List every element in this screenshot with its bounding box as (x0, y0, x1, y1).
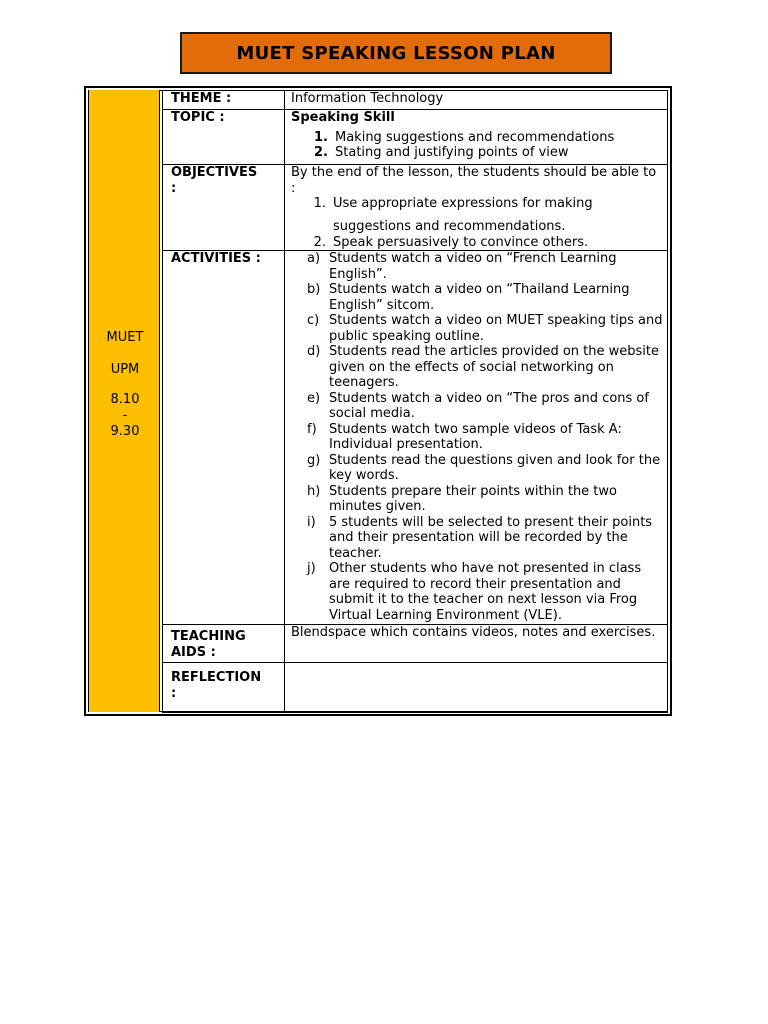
list-letter: b) (307, 282, 321, 297)
list-item (291, 453, 663, 484)
list-number (291, 219, 333, 235)
reflection-value (285, 663, 668, 713)
theme-label: THEME : (163, 91, 285, 110)
activities-row (163, 251, 668, 625)
list-item (291, 561, 663, 623)
teaching-aids-label (163, 625, 285, 663)
list-text: 5 students will be selected to present their points and their presentation will be recorded by the teacher. (329, 514, 653, 561)
activities-cell (285, 251, 668, 625)
list-text: Students read the articles provided on the website given on the effects of social networking on teenagers. (329, 344, 659, 390)
list-text: Students watch a video on MUET speaking tips and public speaking outline. (329, 313, 663, 344)
topic-label: TOPIC : (163, 110, 285, 165)
topic-cell (285, 110, 668, 165)
topic-row (163, 110, 668, 165)
list-number: 2. (313, 234, 326, 250)
list-number: 2. (314, 145, 328, 160)
teaching-aids-row (163, 625, 668, 663)
side-info-column (88, 90, 160, 712)
list-item (291, 344, 663, 391)
document-title-box (180, 32, 612, 74)
side-time-end: 9.30 (110, 424, 140, 439)
list-text: Speak persuasively to convince others. (333, 234, 589, 250)
theme-row (163, 91, 668, 110)
teaching-aids-label-line2: AIDS : (171, 644, 216, 660)
reflection-label-line2: : (171, 685, 177, 701)
list-letter: a) (307, 251, 321, 266)
list-text: Students read the questions given and look for the key words. (329, 452, 661, 483)
list-item (291, 235, 663, 251)
list-letter: j) (307, 561, 316, 576)
list-text: Making suggestions and recommendations (335, 129, 615, 145)
side-time-start: 8.10 (110, 392, 140, 407)
list-item (291, 422, 663, 453)
list-item (291, 282, 663, 313)
list-text: Other students who have not presented in class are required to record their presentation and submit it to the teacher on next lesson via Frog Virtual Learning Environment (VLE). (329, 561, 642, 623)
list-item (291, 484, 663, 515)
objectives-cell (285, 165, 668, 251)
list-item (291, 251, 663, 282)
lesson-plan-table (162, 90, 668, 713)
activities-list (291, 251, 663, 623)
objectives-intro: By the end of the lesson, the students should be able to : (291, 165, 657, 196)
objectives-label (163, 165, 285, 251)
side-institution: UPM (110, 362, 140, 377)
list-letter: f) (307, 421, 317, 437)
list-letter: e) (307, 390, 321, 406)
theme-value: Information Technology (285, 91, 668, 110)
list-text: Students watch a video on “The pros and cons of social media. (329, 390, 649, 421)
list-item (291, 515, 663, 562)
list-text: Students watch a video on “French Learning English”. (329, 251, 617, 282)
topic-heading: Speaking Skill (291, 110, 395, 125)
list-letter: d) (307, 344, 321, 359)
list-item (291, 145, 663, 161)
list-number: 1. (314, 129, 328, 145)
topic-list (291, 130, 663, 161)
teaching-aids-value: Blendspace which contains videos, notes and exercises. (285, 625, 668, 663)
list-text: Use appropriate expressions for making (333, 196, 593, 211)
objectives-list (291, 196, 663, 250)
side-course: MUET (106, 330, 144, 345)
list-letter: i) (307, 514, 316, 530)
list-text: Students watch two sample videos of Task A: Individual presentation. (329, 421, 622, 452)
list-item (291, 130, 663, 146)
reflection-row (163, 663, 668, 713)
list-letter: h) (307, 483, 321, 499)
list-number: 1. (313, 196, 326, 211)
document-title: MUET SPEAKING LESSON PLAN (236, 42, 556, 64)
teaching-aids-label-line1: TEACHING (171, 629, 246, 644)
list-letter: c) (307, 313, 320, 328)
list-item (291, 391, 663, 422)
list-item (291, 219, 663, 235)
list-text: Students prepare their points within the two minutes given. (329, 483, 617, 514)
objectives-row (163, 165, 668, 251)
list-letter: g) (307, 452, 321, 468)
reflection-label (163, 663, 285, 713)
objectives-label-line2: : (171, 180, 177, 196)
list-item (291, 313, 663, 344)
side-time-dash: - (122, 408, 128, 423)
activities-label: ACTIVITIES : (163, 251, 285, 625)
list-text: Stating and justifying points of view (335, 145, 569, 160)
objectives-label-line1: OBJECTIVES (171, 165, 258, 180)
reflection-label-line1: REFLECTION (171, 670, 262, 685)
list-text: suggestions and recommendations. (333, 219, 566, 234)
list-item (291, 196, 663, 219)
list-text: Students watch a video on “Thailand Learning English” sitcom. (329, 282, 630, 313)
